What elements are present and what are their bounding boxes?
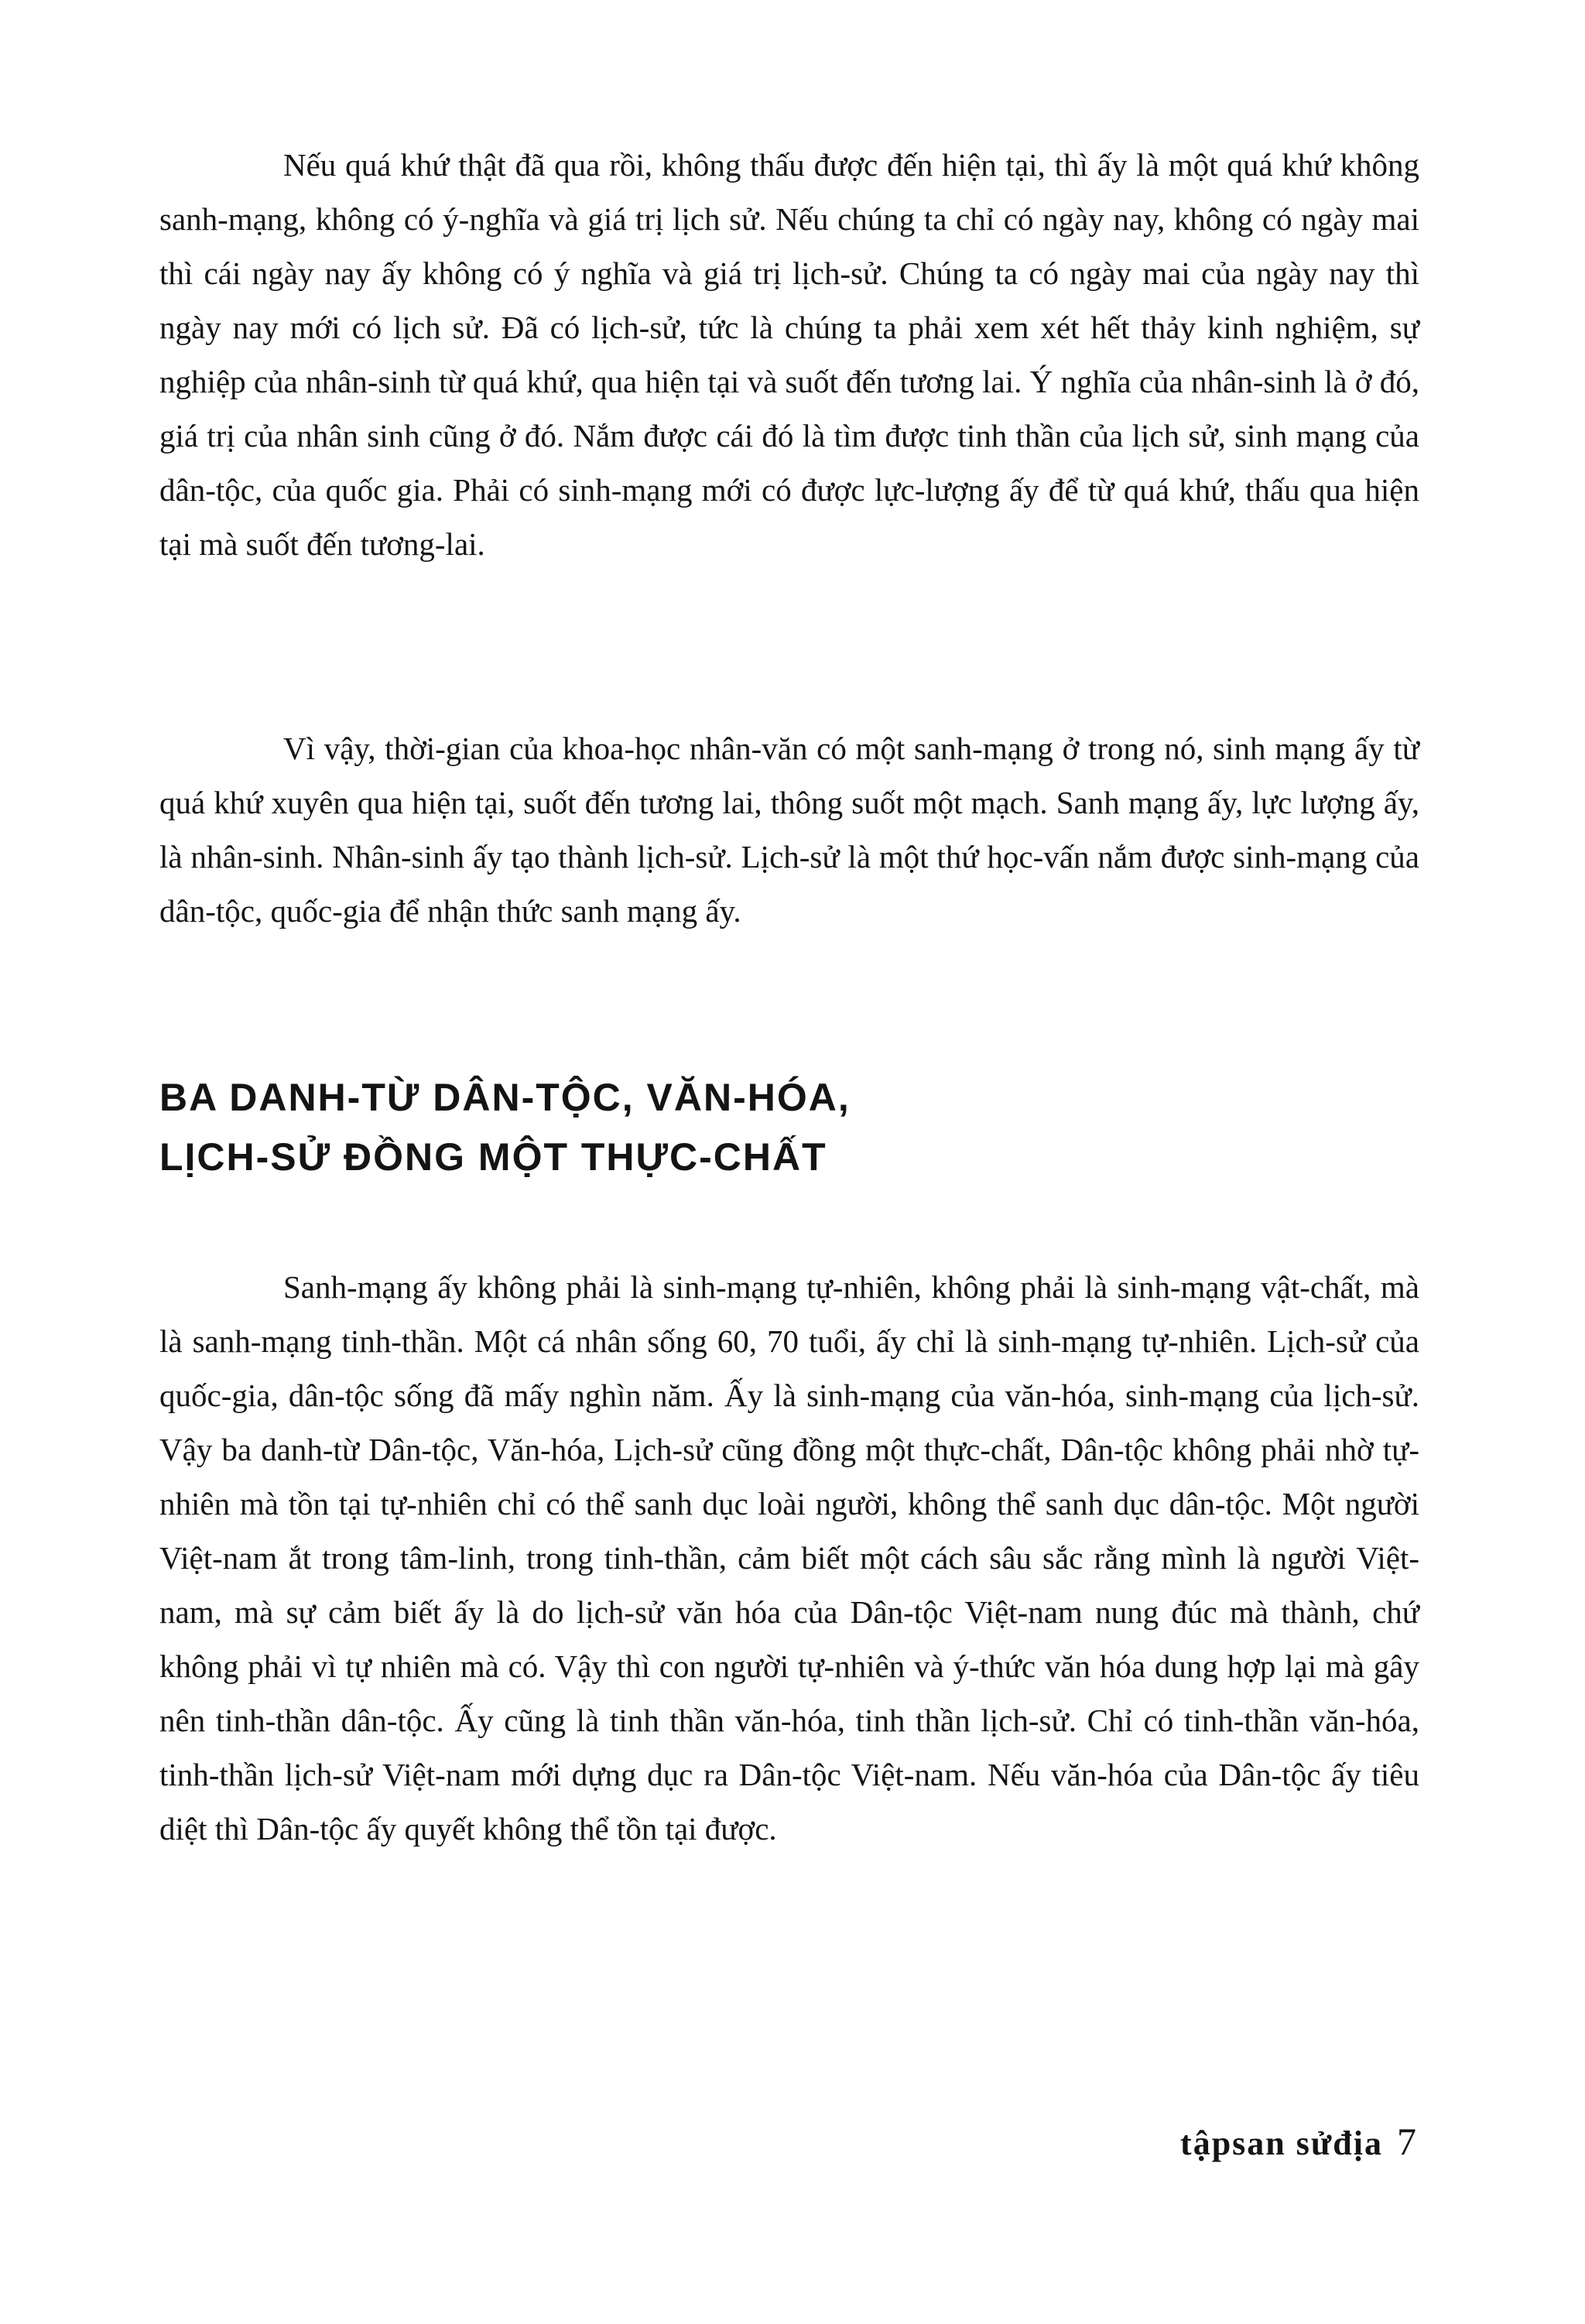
- page-number: 7: [1397, 2120, 1418, 2163]
- page-footer: [1180, 2119, 1418, 2164]
- section-heading-line-2: LỊCH-SỬ ĐỒNG MỘT THỰC-CHẤT: [159, 1135, 827, 1179]
- paragraph-2: Vì vậy, thời-gian của khoa-học nhân-văn có một sanh-mạng ở trong nó, sinh mạng ấy từ quá khứ xuyên qua hiện tại, suốt đến tương lai, thông suốt một mạch. Sanh mạng ấy, lực lượng ấy, là nhân-sinh. Nhân-sinh ấy tạo thành lịch-sử. Lịch-sử là một thứ học-vấn nắm được sinh-mạng của dân-tộc, quốc-gia để nhận thức sanh mạng ấy.: [159, 731, 1419, 929]
- section-heading-line-1: BA DANH-TỪ DÂN-TỘC, VĂN-HÓA,: [159, 1076, 851, 1119]
- paragraph-1: Nếu quá khứ thật đã qua rồi, không thấu được đến hiện tại, thì ấy là một quá khứ không sanh-mạng, không có ý-nghĩa và giá trị lịch sử. Nếu chúng ta chỉ có ngày nay, không có ngày mai thì cái ngày nay ấy không có ý nghĩa và giá trị lịch-sử. Chúng ta có ngày mai của ngày nay thì ngày nay mới có lịch sử. Đã có lịch-sử, tức là chúng ta phải xem xét hết thảy kinh nghiệm, sự nghiệp của nhân-sinh từ quá khứ, qua hiện tại và suốt đến tương lai. Ý nghĩa của nhân-sinh là ở đó, giá trị của nhân sinh cũng ở đó. Nắm được cái đó là tìm được tinh thần của lịch sử, sinh mạng của dân-tộc, của quốc gia. Phải có sinh-mạng mới có được lực-lượng ấy để từ quá khứ, thấu qua hiện tại mà suốt đến tương-lai.: [159, 147, 1419, 562]
- publication-name: tậpsan sửđịa: [1180, 2124, 1383, 2162]
- section-heading: [159, 1068, 1419, 1187]
- paragraph-3: Sanh-mạng ấy không phải là sinh-mạng tự-nhiên, không phải là sinh-mạng vật-chất, mà là sanh-mạng tinh-thần. Một cá nhân sống 60, 70 tuổi, ấy chỉ là sinh-mạng tự-nhiên. Lịch-sử của quốc-gia, dân-tộc sống đã mấy nghìn năm. Ấy là sinh-mạng của văn-hóa, sinh-mạng của lịch-sử. Vậy ba danh-từ Dân-tộc, Văn-hóa, Lịch-sử cũng đồng một thực-chất, Dân-tộc không phải nhờ tự-nhiên mà tồn tại tự-nhiên chỉ có thể sanh dục loài người, không thể sanh dục dân-tộc. Một người Việt-nam ắt trong tâm-linh, trong tinh-thần, cảm biết một cách sâu sắc rằng mình là người Việt-nam, mà sự cảm biết ấy là do lịch-sử văn hóa của Dân-tộc Việt-nam nung đúc mà thành, chứ không phải vì tự nhiên mà có. Vậy thì con người tự-nhiên và ý-thức văn hóa dung hợp lại mà gây nên tinh-thần dân-tộc. Ấy cũng là tinh thần văn-hóa, tinh thần lịch-sử. Chỉ có tinh-thần văn-hóa, tinh-thần lịch-sử Việt-nam mới dựng dục ra Dân-tộc Việt-nam. Nếu văn-hóa của Dân-tộc ấy tiêu diệt thì Dân-tộc ấy quyết không thể tồn tại được.: [159, 1269, 1419, 1847]
